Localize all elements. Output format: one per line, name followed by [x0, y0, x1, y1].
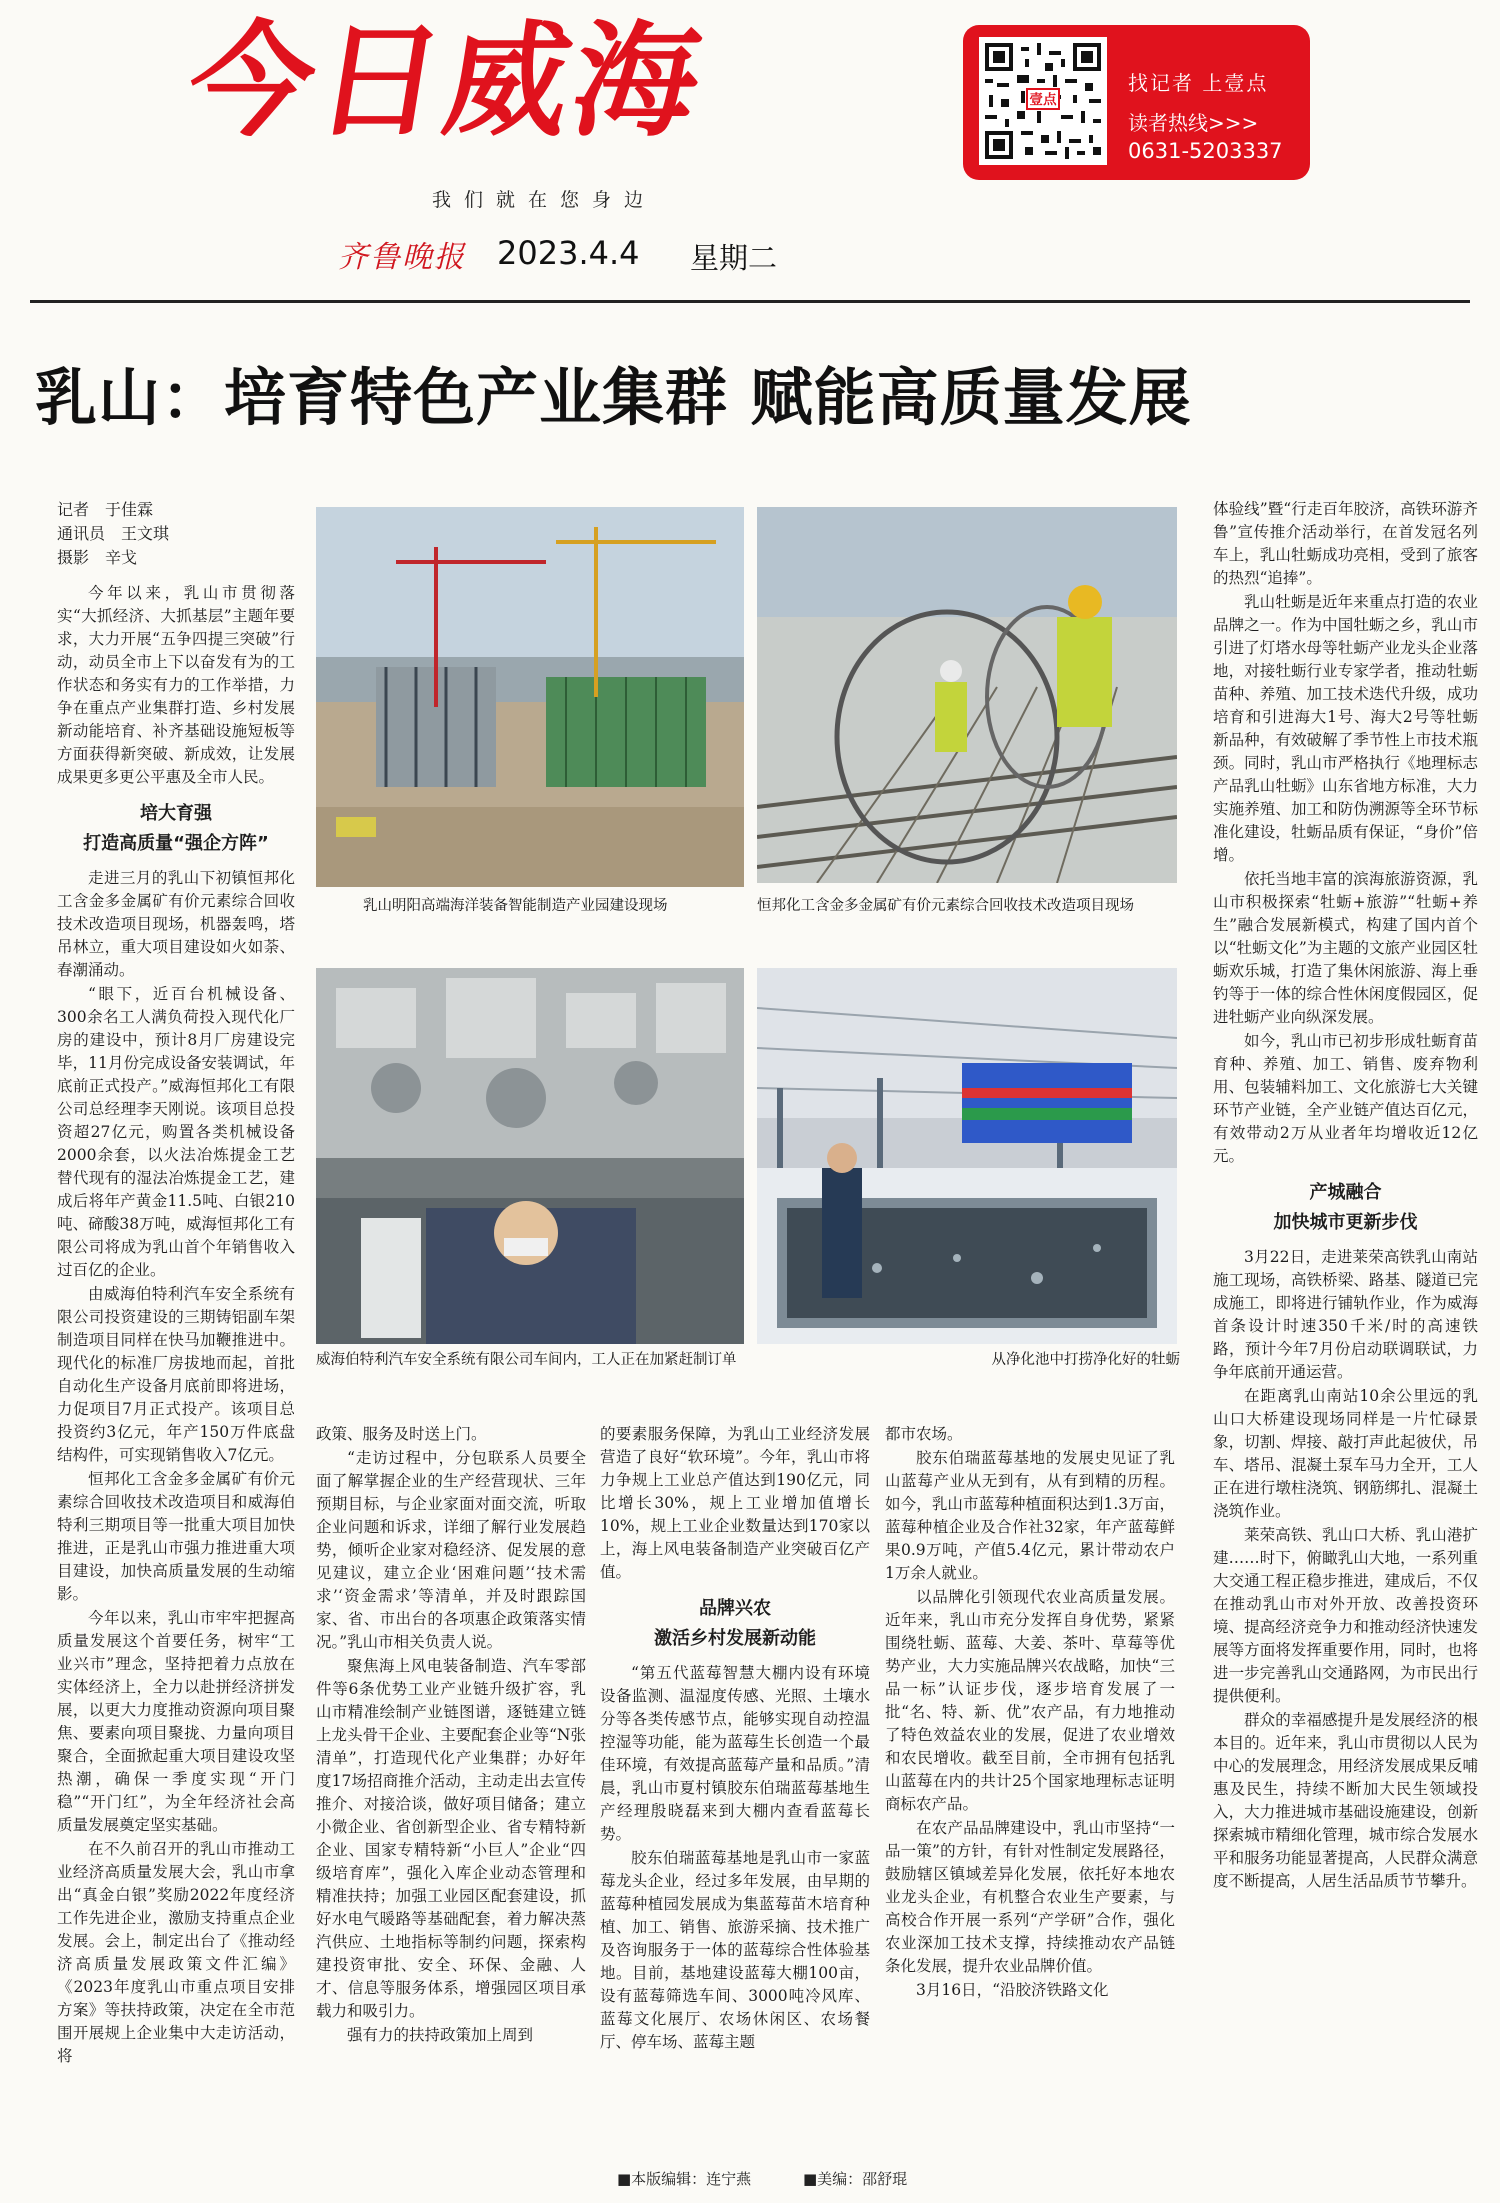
qr-badge-label: 壹点: [1029, 91, 1057, 108]
paragraph: “走访过程中，分包联系人员要全面了解掌握企业的生产经营现状、三年预期目标，与企业家面对面交流，听取企业问题和诉求，详细了解行业发展趋势，倾听企业家对稳经济、促发展的意见建议，建立企业‘困难问题’‘技术需求’‘资金需求’等清单，并及时跟踪国家、省、市出台的各项惠企政策落实情况。”乳山市相关负责人说。: [316, 1449, 586, 1651]
paragraph: 依托当地丰富的滨海旅游资源，乳山市积极探索“牡蛎+旅游”“牡蛎+养生”融合发展新模式，构建了国内首个以“牡蛎文化”为主题的文旅产业园区牡蛎欢乐城，打造了集休闲旅游、海上垂钓等于一体的综合性休闲度假园区，促进牡蛎产业向纵深发展。: [1213, 870, 1478, 1026]
subhead-line: 打造高质量“强企方阵”: [83, 833, 269, 854]
photo-construction-site: [316, 507, 744, 887]
slogan: 我们就在您身边: [432, 189, 657, 211]
paragraph: 3月16日，“沿胶济铁路文化: [916, 1981, 1109, 1999]
photo-caption: 恒邦化工含金多金属矿有价元素综合回收技术改造项目现场: [757, 898, 1134, 914]
photo-caption: 从净化池中打捞净化好的牡蛎: [991, 1352, 1180, 1368]
paragraph: 走进三月的乳山下初镇恒邦化工含金多金属矿有价元素综合回收技术改造项目现场，机器轰鸣，塔吊林立，重大项目建设如火如荼、春潮涌动。: [57, 869, 295, 979]
photo-caption: 乳山明阳高端海洋装备智能制造产业园建设现场: [363, 898, 668, 914]
footer-designer: ■美编：邵舒琨: [803, 2170, 908, 2188]
byline-reporter: 记者 于佳霖: [57, 500, 154, 519]
subhead-line: 产城融合: [1309, 1182, 1382, 1203]
page-headline: 乳山：培育特色产业集群 赋能高质量发展: [35, 361, 1192, 434]
paragraph: 聚焦海上风电装备制造、汽车零部件等6条优势工业产业链升级扩容，乳山市精准绘制产业链图谱，逐链建立链上龙头骨干企业、主要配套企业等“N张清单”，打造现代化产业集群；办好年度17场招商推介活动，主动走出去宣传推介、对接洽谈，做好项目储备；建立小微企业、省创新型企业、省专精特新企业、国家专精特新“小巨人”企业“四级培育库”，强化入库企业动态管理和精准扶持；加强工业园区配套建设，抓好水电气暖路等基础配套，着力解决蒸汽供应、土地指标等制约问题，探索构建投资审批、安全、环保、金融、人才、信息等服务体系，增强园区项目承载力和吸引力。: [316, 1657, 586, 2020]
photo-oyster-pool: [757, 968, 1177, 1344]
qr-code-icon[interactable]: [979, 37, 1107, 165]
subhead-line: 品牌兴农: [699, 1598, 771, 1619]
issue-date: 2023.4.4: [497, 234, 640, 272]
footer-editor: ■本版编辑：连宁燕: [617, 2170, 752, 2188]
masthead-divider: [30, 300, 1470, 303]
paragraph: 都市农场。: [885, 1425, 963, 1443]
paragraph: 以品牌化引领现代农业高质量发展。近年来，乳山市充分发挥自身优势，紧紧围绕牡蛎、蓝莓、大姜、茶叶、草莓等优势产业，大力实施品牌兴农战略，加快“三品一标”认证步伐，逐步培育发展了一批“名、特、新、优”农产品，有力地推动了特色效益农业的发展，促进了农业增效和农民增收。截至目前，全市拥有包括乳山蓝莓在内的共计25个国家地理标志证明商标农产品。: [885, 1588, 1175, 1813]
article-column-2: [316, 1423, 586, 2048]
hotline-label: 读者热线>>>: [1128, 111, 1259, 135]
photo-caption: 威海伯特利汽车安全系统有限公司车间内，工人正在加紧赶制订单: [316, 1352, 737, 1368]
byline-correspondent: 通讯员 王文琪: [57, 524, 170, 543]
article-column-5: [1213, 498, 1478, 1894]
photo-factory-worker: [316, 968, 744, 1344]
paragraph: 莱荣高铁、乳山口大桥、乳山港扩建……时下，俯瞰乳山大地，一系列重大交通工程正稳步推进，建成后，不仅在推动乳山市对外开放、改善投资环境、提高经济竞争力和推动经济快速发展等方面将发挥重要作用，同时，也将进一步完善乳山交通路网，为市民出行提供便利。: [1213, 1526, 1478, 1705]
issue-weekday: 星期二: [690, 241, 778, 275]
newspaper-logo: 今日威海: [178, 10, 714, 154]
paragraph: 今年以来，乳山市贯彻落实“大抓经济、大抓基层”主题年要求，大力开展“五争四提三突破”行动，动员全市上下以奋发有为的工作状态和务实有力的工作举措，力争在重点产业集群打造、乡村发展新动能培育、补齐基础设施短板等方面获得新突破、新成效，让发展成果更多更公平惠及全市人民。: [57, 584, 295, 786]
byline-photographer: 摄影 辛戈: [57, 548, 138, 567]
paragraph: 强有力的扶持政策加上周到: [347, 2026, 534, 2044]
masthead: [0, 0, 1500, 300]
hotline-tagline: 找记者 上壹点: [1128, 71, 1269, 95]
byline: [57, 498, 295, 570]
reader-hotline-box: [963, 25, 1310, 180]
article-column-4: [885, 1423, 1175, 2003]
paragraph: 体验线”暨“行走百年胶济，高铁环游齐鲁”宣传推介活动举行，在首发冠名列车上，乳山牡蛎成功亮相，受到了旅客的热烈“追捧”。: [1213, 500, 1478, 587]
paragraph: 政策、服务及时送上门。: [316, 1425, 487, 1443]
paper-name: 齐鲁晚报: [338, 240, 466, 275]
paragraph: 胶东伯瑞蓝莓基地的发展史见证了乳山蓝莓产业从无到有，从有到精的历程。如今，乳山市蓝莓种植面积达到1.3万亩，蓝莓种植企业及合作社32家，年产蓝莓鲜果0.9万吨，产值5.4亿元，累计带动农户1万余人就业。: [885, 1449, 1175, 1582]
photo-welding-workers: [757, 507, 1177, 883]
paragraph: 今年以来，乳山市牢牢把握高质量发展这个首要任务，树牢“工业兴市”理念，坚持把着力点放在实体经济上，全力以赴拼经济拼发展，以更大力度推动资源向项目聚焦、要素向项目聚拢、力量向项目聚合，全面掀起重大项目建设攻坚热潮，确保一季度实现“开门稳”“开门红”，为全年经济社会高质量发展奠定坚实基础。: [57, 1609, 295, 1834]
paragraph: “第五代蓝莓智慧大棚内设有环境设备监测、温湿度传感、光照、土壤水分等各类传感节点，能够实现自动控温控湿等功能，能为蓝莓生长创造一个最佳环境，有效提高蓝莓产量和品质。”清晨，乳山市夏村镇胶东伯瑞蓝莓基地生产经理殷晓磊来到大棚内查看蓝莓长势。: [600, 1664, 870, 1843]
subhead-line: 激活乡村发展新动能: [654, 1628, 816, 1649]
paragraph: 在不久前召开的乳山市推动工业经济高质量发展大会，乳山市拿出“真金白银”奖励2022年度经济工作先进企业，激励支持重点企业发展。会上，制定出台了《推动经济高质量发展政策文件汇编》《2023年度乳山市重点项目安排方案》等扶持政策，决定在全市范围开展规上企业集中大走访活动，将: [57, 1840, 295, 2065]
section-subhead-3: [1213, 1178, 1478, 1238]
paragraph: 在农产品品牌建设中，乳山市坚持“一品一策”的方针，有针对性制定发展路径，鼓励辖区镇域差异化发展，依托好本地农业龙头企业，有机整合农业生产要素，与高校合作开展一系列“产学研”合作，强化农业深加工技术支撑，持续推动农产品链条化发展，提升农业品牌价值。: [885, 1819, 1175, 1975]
section-subhead-2: [600, 1594, 870, 1654]
subhead-line: 加快城市更新步伐: [1273, 1212, 1418, 1233]
paragraph: 如今，乳山市已初步形成牡蛎育苗育种、养殖、加工、销售、废弃物利用、包装辅料加工、文化旅游七大关键环节产业链，全产业链产值达百亿元，有效带动2万从业者年均增收近12亿元。: [1213, 1032, 1478, 1165]
section-subhead-1: [57, 799, 295, 859]
paragraph: 的要素服务保障，为乳山工业经济发展营造了良好“软环境”。今年，乳山市将力争规上工业总产值达到190亿元，同比增长30%，规上工业增加值增长10%，规上工业企业数量达到170家以上，海上风电装备制造产业突破百亿产值。: [600, 1425, 870, 1581]
paragraph: 在距离乳山南站10余公里远的乳山口大桥建设现场同样是一片忙碌景象，切割、焊接、敲打声此起彼伏，吊车、塔吊、混凝土泵车马力全开，工人正在进行墩柱浇筑、钢筋绑扎、混凝土浇筑作业。: [1213, 1387, 1478, 1520]
article-column-1: [57, 498, 295, 2069]
paragraph: “眼下，近百台机械设备、300余名工人满负荷投入现代化厂房的建设中，预计8月厂房建设完毕，11月份完成设备安装调试，年底前正式投产。”威海恒邦化工有限公司总经理李天刚说。该项目总投资超27亿元，购置各类机械设备2000余套，以火法冶炼提金工艺替代现有的湿法冶炼提金工艺，建成后将年产黄金11.5吨、白银210吨、碲酸38万吨，威海恒邦化工有限公司将成为乳山首个年销售收入过百亿的企业。: [57, 985, 295, 1279]
paragraph: 乳山牡蛎是近年来重点打造的农业品牌之一。作为中国牡蛎之乡，乳山市引进了灯塔水母等牡蛎产业龙头企业落地，对接牡蛎行业专家学者，推动牡蛎苗种、养殖、加工技术迭代升级，成功培育和引进海大1号、海大2号等牡蛎新品种，有效破解了季节性上市技术瓶颈。同时，乳山市严格执行《地理标志产品乳山牡蛎》山东省地方标准，大力实施养殖、加工和防伪溯源等全环节标准化建设，牡蛎品质有保证，“身价”倍增。: [1213, 593, 1478, 864]
paragraph: 由威海伯特利汽车安全系统有限公司投资建设的三期铸铝副车架制造项目同样在快马加鞭推进中。现代化的标准厂房拔地而起，首批自动化生产设备月底前即将进场，力促项目7月正式投产。该项目总投资约3亿元，年产150万件底盘结构件，可实现销售收入7亿元。: [57, 1285, 295, 1464]
paragraph: 3月22日，走进莱荣高铁乳山南站施工现场，高铁桥梁、路基、隧道已完成施工，即将进行铺轨作业，作为威海首条设计时速350千米/时的高速铁路，预计今年7月份启动联调联试，力争年底前开通运营。: [1213, 1248, 1478, 1381]
paragraph: 群众的幸福感提升是发展经济的根本目的。近年来，乳山市贯彻以人民为中心的发展理念，用经济发展成果反哺惠及民生，持续不断加大民生领域投入，大力推进城市基础设施建设，创新探索城市精细化管理，城市综合发展水平和服务功能显著提高，人民群众满意度不断提高，人居生活品质节节攀升。: [1213, 1711, 1478, 1890]
paragraph: 恒邦化工含金多金属矿有价元素综合回收技术改造项目和威海伯特利三期项目等一批重大项目加快推进，正是乳山市强力推进重大项目建设，加快高质量发展的生动缩影。: [57, 1470, 295, 1603]
paragraph: 胶东伯瑞蓝莓基地是乳山市一家蓝莓龙头企业，经过多年发展，由早期的蓝莓种植园发展成为集蓝莓苗木培育种植、加工、销售、旅游采摘、技术推广及咨询服务于一体的蓝莓综合性体验基地。目前，基地建设蓝莓大棚100亩，设有蓝莓筛选车间、3000吨冷风库、蓝莓文化展厅、农场休闲区、农场餐厅、停车场、蓝莓主题: [600, 1849, 870, 2051]
hotline-number[interactable]: 0631-5203337: [1128, 139, 1283, 163]
article-column-3: [600, 1423, 870, 2055]
subhead-line: 培大育强: [140, 803, 212, 824]
